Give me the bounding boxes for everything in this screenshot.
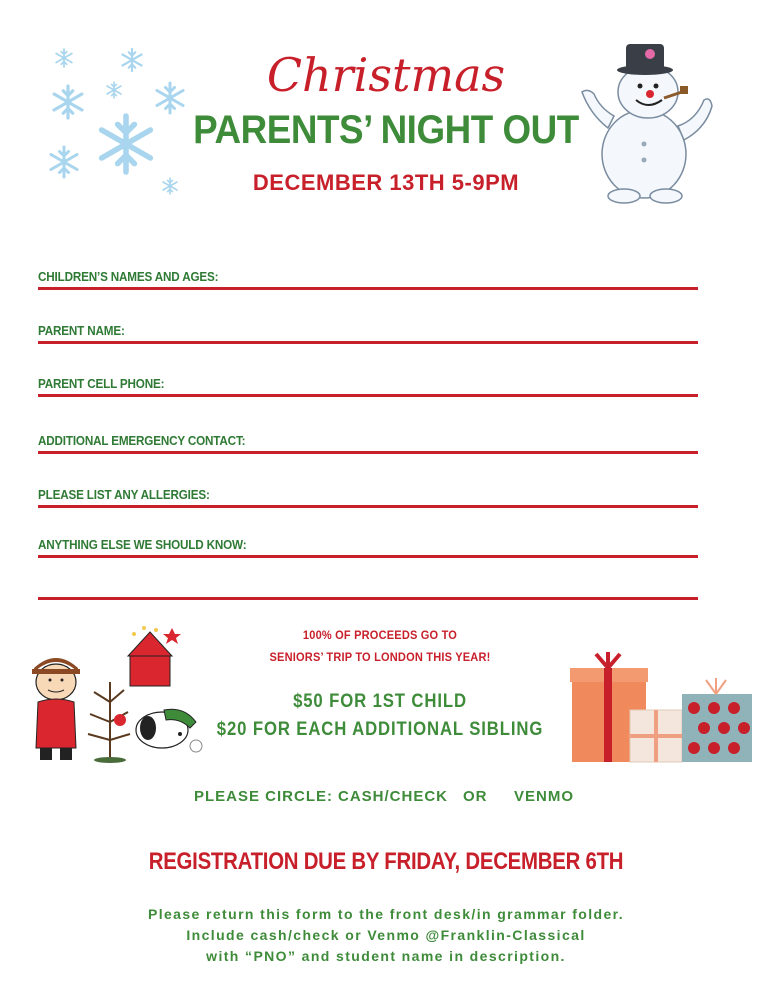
field-underline <box>38 341 698 344</box>
field-parent-cell-phone[interactable] <box>38 357 698 397</box>
payment-options <box>0 788 772 810</box>
gift-boxes-illustration <box>568 650 754 764</box>
event-date: DECEMBER 13TH 5-9PM <box>252 170 520 195</box>
footer-line-3: with “PNO” and student name in description. <box>206 948 566 964</box>
field-label: PARENT NAME: <box>38 323 125 338</box>
footer-instructions <box>0 904 772 967</box>
field-label: ANYTHING ELSE WE SHOULD KNOW: <box>38 537 247 552</box>
field-label: CHILDREN’S NAMES AND AGES: <box>38 269 219 284</box>
field-underline <box>38 597 698 600</box>
field-underline <box>38 555 698 558</box>
field-allergies[interactable] <box>38 468 698 508</box>
proceeds-line-2: SENIORS’ TRIP TO LONDON THIS YEAR! <box>269 650 491 664</box>
price-first-child: $50 FOR 1ST CHILD <box>293 691 467 712</box>
field-label: PARENT CELL PHONE: <box>38 376 165 391</box>
payment-separator: OR <box>463 788 488 805</box>
charlie-brown-illustration <box>24 622 204 764</box>
footer-line-1: Please return this form to the front desk/in grammar folder. <box>147 906 625 922</box>
field-underline <box>38 287 698 290</box>
script-title: Christmas <box>266 48 506 102</box>
field-children-names[interactable] <box>38 250 698 290</box>
field-parent-name[interactable] <box>38 304 698 344</box>
field-underline <box>38 505 698 508</box>
registration-deadline: REGISTRATION DUE BY FRIDAY, DECEMBER 6TH <box>148 848 624 875</box>
payment-option-venmo[interactable]: VENMO <box>514 788 575 805</box>
field-underline <box>38 451 698 454</box>
snowman-illustration <box>578 36 718 206</box>
field-anything-else-extra-line[interactable] <box>38 560 698 600</box>
payment-option-cash-check[interactable]: CASH/CHECK <box>338 788 449 805</box>
field-emergency-contact[interactable] <box>38 414 698 454</box>
proceeds-line-1: 100% OF PROCEEDS GO TO <box>302 628 458 642</box>
footer-line-2: Include cash/check or Venmo @Franklin-Classical <box>186 927 586 943</box>
field-anything-else[interactable] <box>38 518 698 558</box>
field-label: PLEASE LIST ANY ALLERGIES: <box>38 487 210 502</box>
field-underline <box>38 394 698 397</box>
payment-prompt: PLEASE CIRCLE: <box>194 788 334 805</box>
price-additional-sibling: $20 FOR EACH ADDITIONAL SIBLING <box>216 719 544 740</box>
field-label: ADDITIONAL EMERGENCY CONTACT: <box>38 433 246 448</box>
page-title: PARENTS’ NIGHT OUT <box>193 108 579 152</box>
